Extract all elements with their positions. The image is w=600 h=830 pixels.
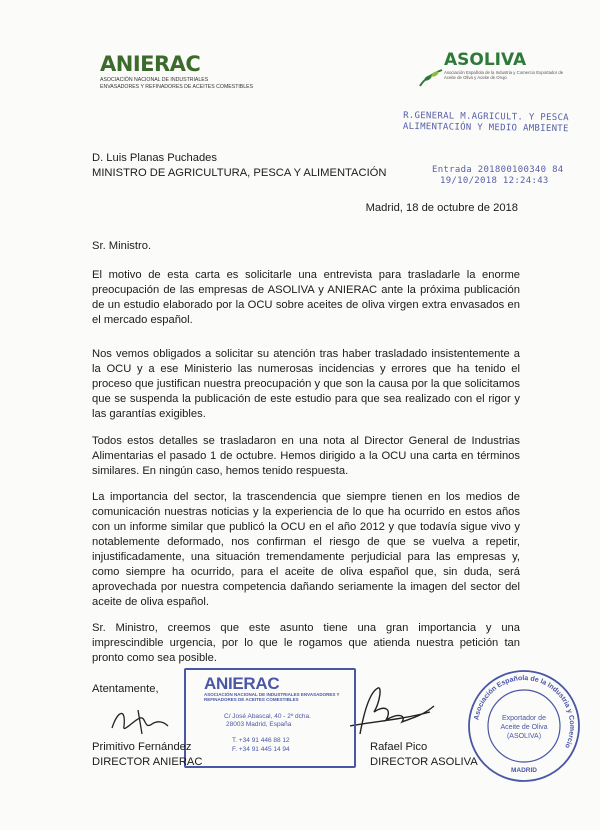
anierac-logo-text: ANIERAC xyxy=(100,52,201,76)
signatory-role: DIRECTOR ASOLIVA xyxy=(370,756,478,768)
signatory-name: Primitivo Fernández xyxy=(92,741,192,753)
recipient-name: D. Luis Planas Puchades xyxy=(92,152,218,164)
anierac-stamp-fax: F. +34 91 445 14 94 xyxy=(232,746,290,753)
signature-fernandez xyxy=(108,700,188,740)
anierac-logo-subtitle-1: ASOCIACIÓN NACIONAL DE INDUSTRIALES xyxy=(100,77,209,83)
asoliva-stamp-ring-text: Asociación Española de la Industria y Comercio xyxy=(473,674,576,750)
registry-stamp-line-1: R.GENERAL M.AGRICULT. Y PESCA xyxy=(403,110,569,124)
asoliva-stamp-city: MADRID xyxy=(511,767,537,774)
asoliva-stamp-seal xyxy=(466,668,582,784)
closing: Atentamente, xyxy=(92,683,159,695)
letter-date: Madrid, 18 de octubre de 2018 xyxy=(365,202,518,214)
asoliva-stamp-center-1: Exportador de xyxy=(502,715,546,722)
anierac-logo-subtitle-2: ENVASADORES Y REFINADORES DE ACEITES COMESTIBLES xyxy=(100,84,254,90)
asoliva-logo-subtitle: Asociación Española de la Industria y Comercio Exportador de Aceite de Oliva y Aceite de Orujo xyxy=(444,70,564,80)
asoliva-stamp-center-3: (ASOLIVA) xyxy=(506,733,542,740)
entry-stamp xyxy=(432,165,564,187)
recipient-block xyxy=(92,151,386,181)
paragraph-2: Nos vemos obligados a solicitar su atención tras haber trasladado insistentemente a la OCU y a ese Ministerio las numerosas incidencias y errores que ha tenido el proceso que justifican nuestra preocupación y que son la causa por la que solicitamos que se suspenda la publicación de este estudio para que sea realizado con el rigor y las garantías exigibles. xyxy=(92,348,520,420)
paragraph-1: El motivo de esta carta es solicitarle una entrevista para trasladarle la enorme preocupación de las empresas de ASOLIVA y ANIERAC ante la próxima publicación de un estudio elaborado por la OCU sobre aceites de oliva virgen extra envasados en el mercado español. xyxy=(92,269,520,326)
olive-branch-icon xyxy=(418,66,444,88)
asoliva-stamp-center-2: Aceite de Oliva xyxy=(500,724,548,731)
anierac-stamp-address-2: 28003 Madrid, España xyxy=(226,721,292,728)
entry-stamp-datetime: 19/10/2018 12:24:43 xyxy=(440,176,549,186)
asoliva-round-stamp xyxy=(466,668,582,784)
registry-stamp xyxy=(403,111,569,135)
anierac-stamp-address-1: C/ José Abascal, 40 - 2º dcha. xyxy=(224,713,311,720)
signatory-anierac xyxy=(92,740,202,770)
asoliva-logo-text: ASOLIVA xyxy=(444,50,527,70)
anierac-logo xyxy=(100,52,300,90)
paragraph-4: La importancia del sector, la trascendencia que siempre tienen en los medios de comunicación nuestras noticias y la experiencia de lo que ha ocurrido en estos años con un informe similar que publicó la OCU en el año 2012 y que todavía sigue vivo y notablemente deformado, nos confirman el riesgo de que se vuelva a repetir, injustificadamente, una situación tremendamente perjudicial para las empresas y, como siempre ha ocurrido, para el aceite de oliva español que, sin duda, será aprovechada por nuestra competencia dañando seriamente la imagen del sector del aceite de oliva español. xyxy=(92,491,520,608)
anierac-stamp xyxy=(184,668,356,768)
anierac-stamp-title: ANIERAC xyxy=(204,674,280,693)
paragraph-3: Todos estos detalles se trasladaron en una nota al Director General de Industrias Alimentarias el pasado 1 de octubre. Hemos dirigido a la OCU una carta en términos similares. En ningún caso, hemos tenido respuesta. xyxy=(92,435,520,477)
anierac-stamp-subtitle: ASOCIACIÓN NACIONAL DE INDUSTRIALES ENVASADORES Y REFINADORES DE ACEITES COMESTIBLES xyxy=(204,692,340,702)
recipient-title: MINISTRO DE AGRICULTURA, PESCA Y ALIMENTACIÓN xyxy=(92,167,387,179)
registry-stamp-line-2: ALIMENTACIÓN Y MEDIO AMBIENTE xyxy=(402,121,569,135)
paragraph-5: Sr. Ministro, creemos que este asunto tiene una gran importancia y una imprescindible urgencia, por lo que le rogamos que atienda nuestra petición tan pronto como sea posible. xyxy=(92,622,520,664)
signatory-role: DIRECTOR ANIERAC xyxy=(92,756,203,768)
salutation: Sr. Ministro. xyxy=(92,240,152,252)
signatory-name: Rafael Pico xyxy=(370,741,428,753)
anierac-stamp-phone: T. +34 91 446 88 12 xyxy=(232,737,290,744)
entry-stamp-number: Entrada 201800100340 84 xyxy=(432,165,564,175)
signatory-asoliva xyxy=(370,740,478,770)
